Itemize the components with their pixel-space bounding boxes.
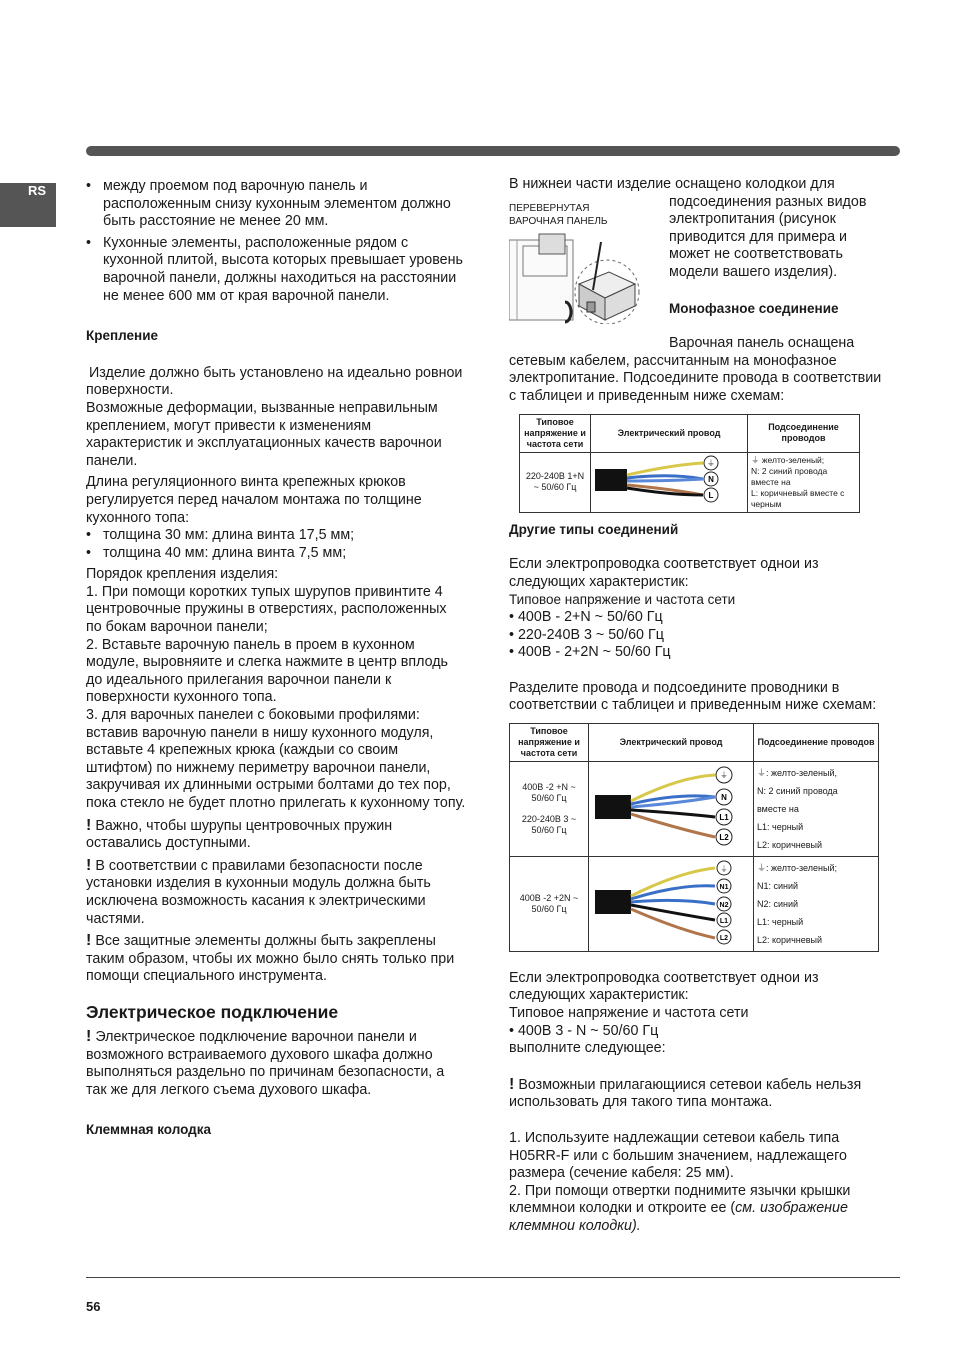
electrical-heading: Электрическое подключение xyxy=(86,1001,339,1022)
warning-note xyxy=(86,932,466,986)
column-header: Типовое напряжение и частота сети xyxy=(520,414,591,452)
language-code: RS xyxy=(28,183,47,198)
terminal-label: N xyxy=(708,474,714,484)
screw-item: • толщина 30 мм: длина винта 17,5 мм; xyxy=(86,527,466,545)
warning-note xyxy=(86,817,466,853)
electrical-text: Электрическое подключение варочнои панели и возможного встраиваемого духового шкафа должно выполняться раздельно по причинам безопасности, а так же для легкого съема духового шкафа. xyxy=(86,1028,445,1098)
figure-label: ПЕРЕВЕРНУТАЯ ВАРОЧНАЯ ПАНЕЛЬ xyxy=(509,203,608,227)
voltage-cell: 220-240В 1+N ~ 50/60 Гц xyxy=(520,452,591,512)
column-header: Типовое напряжение и частота сети xyxy=(510,723,589,761)
bullet-item: • Кухонные элементы, расположенные рядом с кухонной плитой, высота которых превышает уровень варочной панели, должны находиться на расстоянии не менее 600 мм от края варочной панели. xyxy=(86,235,466,305)
wire-cell xyxy=(589,856,754,951)
legend-cell: ⏚: желто-зеленый; N1: синий N2: синий L1: черный L2: коричневый xyxy=(754,856,879,951)
screw-intro: Длина регуляционного винта крепежных крюков регулируется перед началом монтажа по толщине кухонного топа: xyxy=(86,474,422,526)
terminal-label: L1 xyxy=(719,918,729,926)
step-text: 2. При помощи отвертки поднимите язычки крышки клеммнои колодки и откроите ее ( xyxy=(509,1182,851,1217)
terminal-label: L1 xyxy=(719,813,729,823)
legend-line: N: 2 синий провода xyxy=(757,785,838,796)
wire-diagram xyxy=(589,763,747,851)
warning-note xyxy=(86,857,466,928)
wire-cell xyxy=(591,452,748,512)
mono-heading: Монофазное соединение xyxy=(669,300,839,316)
right-column xyxy=(509,176,889,1236)
wire-diagram xyxy=(591,453,741,509)
warning-note xyxy=(509,1076,889,1112)
column-header: Электрический провод xyxy=(591,414,748,452)
warning-text: В соответствии с правилами безопасности после установки изделия в кухонныи модуль должна быть исключена возможность касания к электрическими частями. xyxy=(86,857,431,927)
other2-intro: Если электропроводка соответствует однои из следующих характеристик: xyxy=(509,969,819,1004)
legend-line: N: 2 синий провода вместе на xyxy=(751,465,828,487)
legend-line: L1: черный xyxy=(757,916,804,927)
voltage-text: 400В -2 +N ~ 50/60 Гц xyxy=(522,781,576,803)
other2-item: • 400В 3 - N ~ 50/60 Гц xyxy=(509,1022,659,1039)
voltage-cell: 400В -2 +2N ~ 50/60 Гц xyxy=(510,856,589,951)
other-intro: Если электропроводка соответствует однои из следующих характеристик: xyxy=(509,556,819,590)
terminal-label: ⏚ xyxy=(707,458,715,468)
left-column xyxy=(86,178,466,1139)
step-paragraph: 1. Используите надлежащии сетевои кабель типа H05RR-F или с большим значением, надлежащего размера (сечение кабеля: 25 мм). xyxy=(509,1130,847,1182)
legend-line: L2: коричневый xyxy=(757,934,823,945)
separate-text: Разделите провода и подсоедините проводники в соответствии с таблицеи и приведенным ниже схемам: xyxy=(509,679,877,714)
fixing-heading: Крепление xyxy=(86,328,159,344)
column-header: Подсоединение проводов xyxy=(754,723,879,761)
other2-sub: Типовое напряжение и частота сети xyxy=(509,1005,749,1022)
voltage-text: 220-240В 3 ~ 50/60 Гц xyxy=(521,813,577,835)
voltage-cell xyxy=(510,761,589,856)
footer-rule xyxy=(86,1277,900,1278)
other-item: • 400В - 2+N ~ 50/60 Гц xyxy=(509,608,663,625)
terminal-label: ⏚ xyxy=(720,771,728,781)
terminal-label: L2 xyxy=(719,833,729,843)
other-item: • 220-240В 3 ~ 50/60 Гц xyxy=(509,626,664,643)
hob-underside-illustration xyxy=(509,232,664,324)
fixing-paragraph: Изделие должно быть установлено на идеально ровнои поверхности. xyxy=(86,364,463,399)
legend-line: L1: черный xyxy=(757,821,804,832)
step-paragraph xyxy=(509,1183,889,1236)
terminal-heading: Клеммная колодка xyxy=(86,1122,212,1138)
other-item: • 400В - 2+2N ~ 50/60 Гц xyxy=(509,644,671,661)
top-rule xyxy=(86,146,900,156)
warning-text: Возможныи прилагающиися сетевои кабель нельзя использовать для такого типа монтажа. xyxy=(509,1076,862,1111)
intro-line: В нижнеи части изделие оснащено колодкои для xyxy=(509,176,835,192)
warning-mark: ! xyxy=(86,856,92,874)
connection-table-other xyxy=(509,723,879,952)
screw-item: • толщина 40 мм: длина винта 7,5 мм; xyxy=(86,545,466,563)
warning-text: Все защитные элементы должны быть закреплены таким образом, чтобы их можно было снять только при помощи специального инструмента. xyxy=(86,933,455,985)
terminal-label: ⏚ xyxy=(720,865,728,874)
order-step: 2. Вставьте варочную панель в проем в кухонном модуле, выровняите и слегка нажмите в центр вплодь до идеального прилегания варочнои панели к поверхности кухонного топа. xyxy=(86,636,449,706)
warning-mark: ! xyxy=(86,816,92,834)
other-sub: Типовое напряжение и частота сети xyxy=(509,592,736,608)
terminal-block-figure xyxy=(509,176,889,353)
legend-line: L: коричневый вместе с черным xyxy=(751,487,845,509)
legend-line: N2: синий xyxy=(757,898,799,909)
order-step: 3. для варочных панелеи с боковыми профилями: вставив варочную панели в нишу кухонного модуля, вставьте 4 крепежных крюка (каждыи со своим штифтом) по нижнему периметру варочнои панели, закручивая их длинными острыми болтами до тех пор, пока стекло не будет плотно прилегать к кухонному топу. xyxy=(86,707,466,811)
connection-table-single-phase xyxy=(519,414,860,513)
terminal-label: L2 xyxy=(719,935,729,943)
legend-line: L2: коричневый xyxy=(757,839,823,850)
legend-line: вместе на xyxy=(757,803,799,814)
wire-diagram xyxy=(589,858,747,946)
bullet-item: • между проемом под варочную панель и расположенным снизу кухонным элементом должно быть расстояние не менее 20 мм. xyxy=(86,178,466,231)
warning-text: Важно, чтобы шурупы центровочных пружин оставались доступными. xyxy=(86,817,393,852)
warning-mark: ! xyxy=(86,932,92,950)
column-header: Подсоединение проводов xyxy=(748,414,860,452)
terminal-label: N2 xyxy=(719,902,729,910)
fixing-paragraph: Возможные деформации, вызванные неправильным креплением, могут привести к изменениям характеристик и эксплуатационных качеств варочнои панели. xyxy=(86,399,442,469)
terminal-label: N xyxy=(721,793,727,803)
legend-cell: ⏚ желто-зеленый; N: 2 синий провода вместе на L: коричневый вместе с черным xyxy=(748,452,860,512)
legend-line: желто-зеленый; xyxy=(771,862,837,873)
other-heading: Другие типы соединений xyxy=(509,521,679,537)
step-italic: см. изображение клеммнои колодки). xyxy=(509,1200,848,1234)
language-tab xyxy=(0,183,56,227)
legend-line: N1: синий xyxy=(757,880,799,891)
mono-paragraph: Варочная панель оснащена xyxy=(669,335,855,352)
column-header: Электрический провод xyxy=(589,723,754,761)
terminal-label: N1 xyxy=(719,884,729,892)
other2-do: выполните следующее: xyxy=(509,1040,666,1057)
warning-mark: ! xyxy=(86,1027,92,1045)
page-number: 56 xyxy=(86,1299,101,1314)
terminal-label: L xyxy=(708,490,714,500)
electrical-note xyxy=(86,1028,466,1099)
mono-paragraph: сетевым кабелем, рассчитанным на монофазное электропитание. Подсоедините провода в соответствии с таблицеи и приведенным ниже схемам: xyxy=(509,352,882,404)
wire-cell xyxy=(589,761,754,856)
order-title: Порядок крепления изделия: xyxy=(86,566,279,583)
warning-mark: ! xyxy=(509,1075,515,1093)
intro-rest: подсоединения разных видов электропитания (рисунок приводится для примера и может не соответствовать модели вашего изделия). xyxy=(669,193,867,280)
legend-line: желто-зеленый, xyxy=(771,767,837,778)
legend-cell: ⏚: желто-зеленый, N: 2 синий провода вместе на L1: черный L2: коричневый xyxy=(754,761,879,856)
order-step: 1. При помощи коротких тупых шурупов привинтите 4 центровочные пружины в отверстиях, расположенных по бокам варочнои панели; xyxy=(86,583,447,636)
legend-line: желто-зеленый; xyxy=(761,454,825,465)
